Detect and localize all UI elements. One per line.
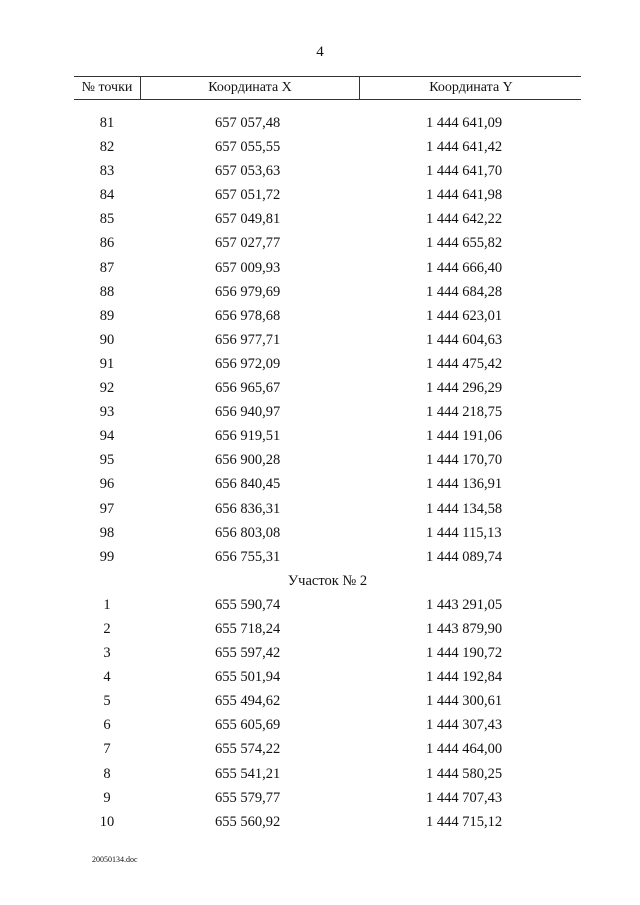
point-number: 7: [103, 741, 111, 758]
footer-filename: 20050134.doc: [92, 855, 138, 864]
point-number: 97: [99, 500, 115, 517]
coordinate-y: 1 444 715,12: [426, 813, 503, 830]
point-number: 89: [99, 307, 115, 324]
table-row: [74, 786, 581, 810]
point-number: 92: [99, 380, 115, 397]
point-number: 5: [103, 693, 111, 710]
coordinate-y: 1 444 641,70: [426, 163, 503, 180]
coordinate-y: 1 444 655,82: [426, 235, 503, 252]
table-row: [74, 280, 581, 304]
coordinate-x: 657 049,81: [215, 211, 281, 228]
coordinate-x: 657 055,55: [215, 139, 281, 156]
coordinate-y: 1 444 190,72: [426, 645, 503, 662]
coordinate-x: 657 053,63: [215, 163, 281, 180]
table-row: [74, 256, 581, 280]
coordinate-x: 656 977,71: [215, 331, 281, 348]
coordinate-y: 1 444 475,42: [426, 355, 503, 372]
point-number: 88: [99, 283, 115, 300]
coordinate-y: 1 444 641,09: [426, 115, 503, 131]
table-row: [74, 159, 581, 183]
coordinate-y: 1 444 641,42: [426, 139, 503, 156]
table-row: [74, 231, 581, 255]
table-row: [74, 376, 581, 400]
table-row: [74, 472, 581, 496]
point-number: 82: [99, 139, 115, 156]
coordinate-x: 657 009,93: [215, 259, 281, 276]
point-number: 86: [99, 235, 115, 252]
table-row: [74, 641, 581, 665]
coordinate-x: 657 057,48: [215, 115, 281, 131]
point-number: 87: [99, 259, 115, 276]
coordinate-x: 656 840,45: [215, 476, 281, 493]
table-row: [74, 617, 581, 641]
coordinate-y: 1 444 191,06: [426, 428, 503, 445]
coordinate-x: 655 605,69: [215, 717, 281, 734]
table-row: [74, 424, 581, 448]
point-number: 1: [103, 596, 111, 613]
table-row: [74, 207, 581, 231]
point-number: 91: [99, 355, 115, 372]
coordinate-y: 1 444 641,98: [426, 187, 503, 204]
coordinate-y: 1 444 307,43: [426, 717, 503, 734]
point-number: 9: [103, 789, 111, 806]
coordinate-y: 1 444 580,25: [426, 765, 503, 782]
header-coordinate-y: Координата Y: [359, 77, 582, 99]
table-row: [74, 713, 581, 737]
coordinate-x: 655 560,92: [215, 813, 281, 830]
coordinate-y: 1 444 464,00: [426, 741, 503, 758]
coordinate-x: 656 755,31: [215, 548, 281, 565]
point-number: 2: [103, 620, 111, 637]
point-number: 83: [99, 163, 115, 180]
table-row: [74, 689, 581, 713]
table-row: [74, 111, 581, 135]
coordinates-table-body: [74, 111, 581, 834]
table-row: [74, 497, 581, 521]
coordinate-x: 657 027,77: [215, 235, 281, 252]
point-number: 93: [99, 404, 115, 421]
point-number: 85: [99, 211, 115, 228]
coordinate-y: 1 444 707,43: [426, 789, 503, 806]
coordinate-y: 1 443 879,90: [426, 620, 503, 637]
coordinate-x: 655 574,22: [215, 741, 281, 758]
coordinate-x: 656 803,08: [215, 524, 281, 541]
coordinate-x: 656 836,31: [215, 500, 281, 517]
table-row: [74, 448, 581, 472]
point-number: 3: [103, 645, 111, 662]
point-number: 98: [99, 524, 115, 541]
point-number: 96: [99, 476, 115, 493]
coordinate-x: 657 051,72: [215, 187, 281, 204]
coordinate-x: 656 972,09: [215, 355, 281, 372]
coordinate-y: 1 444 623,01: [426, 307, 503, 324]
coordinate-x: 655 590,74: [215, 596, 281, 613]
point-number: 94: [99, 428, 115, 445]
coordinate-x: 656 965,67: [215, 380, 281, 397]
coordinate-y: 1 444 170,70: [426, 452, 503, 469]
coordinate-y: 1 444 134,58: [426, 500, 503, 517]
point-number: 6: [103, 717, 111, 734]
coordinate-x: 656 900,28: [215, 452, 281, 469]
point-number: 8: [103, 765, 111, 782]
page-number: 4: [316, 44, 324, 60]
table-row: [74, 328, 581, 352]
table-row: [74, 737, 581, 761]
table-row: [74, 304, 581, 328]
table-row: [74, 810, 581, 834]
coordinate-y: 1 444 666,40: [426, 259, 503, 276]
coordinate-y: 1 444 642,22: [426, 211, 503, 228]
coordinate-y: 1 444 218,75: [426, 404, 503, 421]
coordinate-x: 656 979,69: [215, 283, 281, 300]
table-row: [74, 135, 581, 159]
section-label: Участок № 2: [287, 572, 368, 589]
table-row: [74, 762, 581, 786]
point-number: 81: [99, 115, 115, 131]
coordinate-y: 1 444 089,74: [426, 548, 503, 565]
coordinate-y: 1 444 604,63: [426, 331, 503, 348]
coordinate-y: 1 444 115,13: [426, 524, 502, 541]
point-number: 4: [103, 669, 111, 686]
table-row: [74, 400, 581, 424]
point-number: 95: [99, 452, 115, 469]
coordinate-x: 655 718,24: [215, 620, 281, 637]
header-point-number: № точки: [81, 80, 133, 95]
point-number: 99: [99, 548, 115, 565]
point-number: 90: [99, 331, 115, 348]
table-row: [74, 665, 581, 689]
table-header: [74, 76, 581, 100]
point-number: 84: [99, 187, 115, 204]
coordinate-x: 655 494,62: [215, 693, 281, 710]
coordinate-x: 655 579,77: [215, 789, 281, 806]
coordinate-x: 655 501,94: [215, 669, 281, 686]
coordinate-x: 655 541,21: [215, 765, 281, 782]
coordinate-y: 1 444 684,28: [426, 283, 503, 300]
coordinate-x: 656 940,97: [215, 404, 281, 421]
coordinate-y: 1 444 296,29: [426, 380, 503, 397]
table-row: [74, 183, 581, 207]
table-row: [74, 545, 581, 569]
coordinate-x: 656 919,51: [215, 428, 281, 445]
coordinate-x: 656 978,68: [215, 307, 281, 324]
coordinate-y: 1 443 291,05: [426, 596, 503, 613]
point-number: 10: [99, 813, 115, 830]
coordinate-y: 1 444 136,91: [426, 476, 503, 493]
coordinate-x: 655 597,42: [215, 645, 281, 662]
table-row: [74, 352, 581, 376]
coordinate-y: 1 444 300,61: [426, 693, 503, 710]
coordinate-y: 1 444 192,84: [426, 669, 503, 686]
table-row: [74, 593, 581, 617]
table-row: [74, 521, 581, 545]
header-coordinate-x: Координата X: [140, 77, 359, 99]
